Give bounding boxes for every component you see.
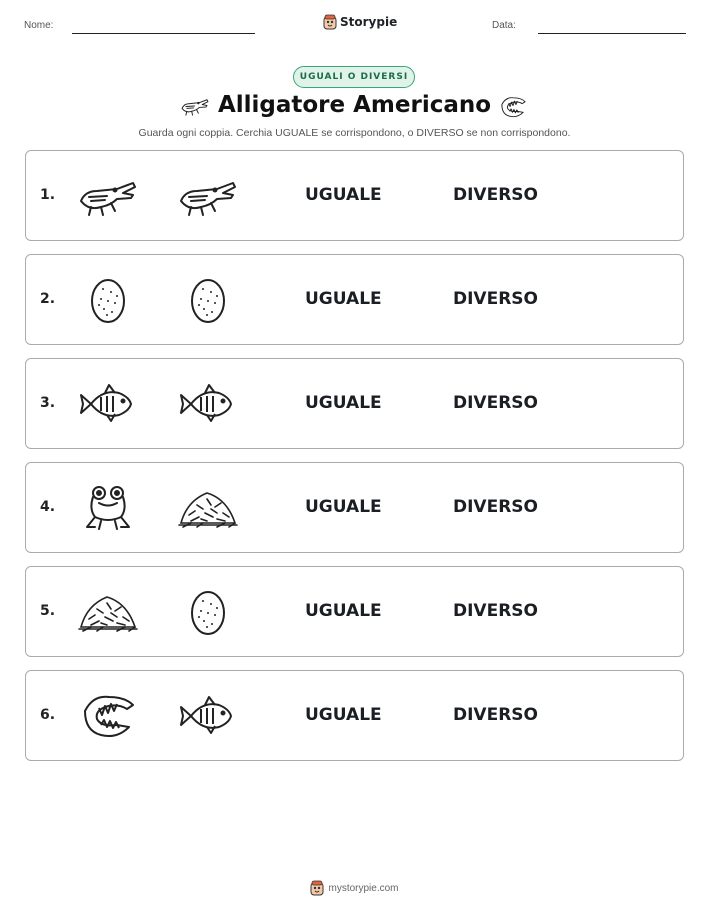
footer [0, 880, 709, 896]
option-same[interactable]: UGUALE [305, 601, 382, 621]
question-number: 4. [40, 499, 56, 515]
fish-icon [177, 379, 239, 429]
option-different[interactable]: DIVERSO [453, 393, 538, 413]
nest-icon [177, 483, 239, 533]
question-number: 6. [40, 707, 56, 723]
option-same[interactable]: UGUALE [305, 497, 382, 517]
brand-name: Storypie [340, 15, 398, 29]
name-label: Nome: [24, 20, 54, 31]
option-different[interactable]: DIVERSO [453, 601, 538, 621]
page-title: Alligatore Americano [217, 92, 492, 118]
option-same[interactable]: UGUALE [305, 705, 382, 725]
brand-logo [323, 14, 397, 30]
option-same[interactable]: UGUALE [305, 185, 382, 205]
frog-icon [77, 483, 139, 533]
instructions: Guarda ogni coppia. Cerchia UGUALE se corrispondono, o DIVERSO se non corrispondono. [138, 127, 571, 139]
footer-site[interactable]: mystorypie.com [328, 882, 399, 894]
alligator-icon [177, 171, 239, 221]
option-different[interactable]: DIVERSO [453, 497, 538, 517]
name-line[interactable] [72, 33, 255, 34]
question-row [25, 150, 684, 241]
option-different[interactable]: DIVERSO [453, 185, 538, 205]
storypie-mascot-icon [323, 14, 337, 30]
option-same[interactable]: UGUALE [305, 393, 382, 413]
egg-icon [177, 587, 239, 637]
question-row [25, 358, 684, 449]
question-number: 2. [40, 291, 56, 307]
option-different[interactable]: DIVERSO [453, 289, 538, 309]
fish-icon [77, 379, 139, 429]
alligator-icon [77, 171, 139, 221]
option-same[interactable]: UGUALE [305, 289, 382, 309]
alligator-mouth-icon [498, 94, 528, 124]
fish-icon [177, 691, 239, 741]
date-label: Data: [492, 20, 516, 31]
date-line[interactable] [538, 33, 686, 34]
question-number: 5. [40, 603, 56, 619]
question-number: 3. [40, 395, 56, 411]
option-different[interactable]: DIVERSO [453, 705, 538, 725]
question-row [25, 254, 684, 345]
question-number: 1. [40, 187, 56, 203]
activity-badge: UGUALI O DIVERSI [293, 66, 415, 88]
storypie-mascot-icon [310, 880, 324, 896]
question-row [25, 670, 684, 761]
egg-icon [177, 275, 239, 325]
question-row [25, 566, 684, 657]
nest-icon [77, 587, 139, 637]
question-row [25, 462, 684, 553]
alligator-mouth-icon [77, 691, 139, 741]
egg-icon [77, 275, 139, 325]
